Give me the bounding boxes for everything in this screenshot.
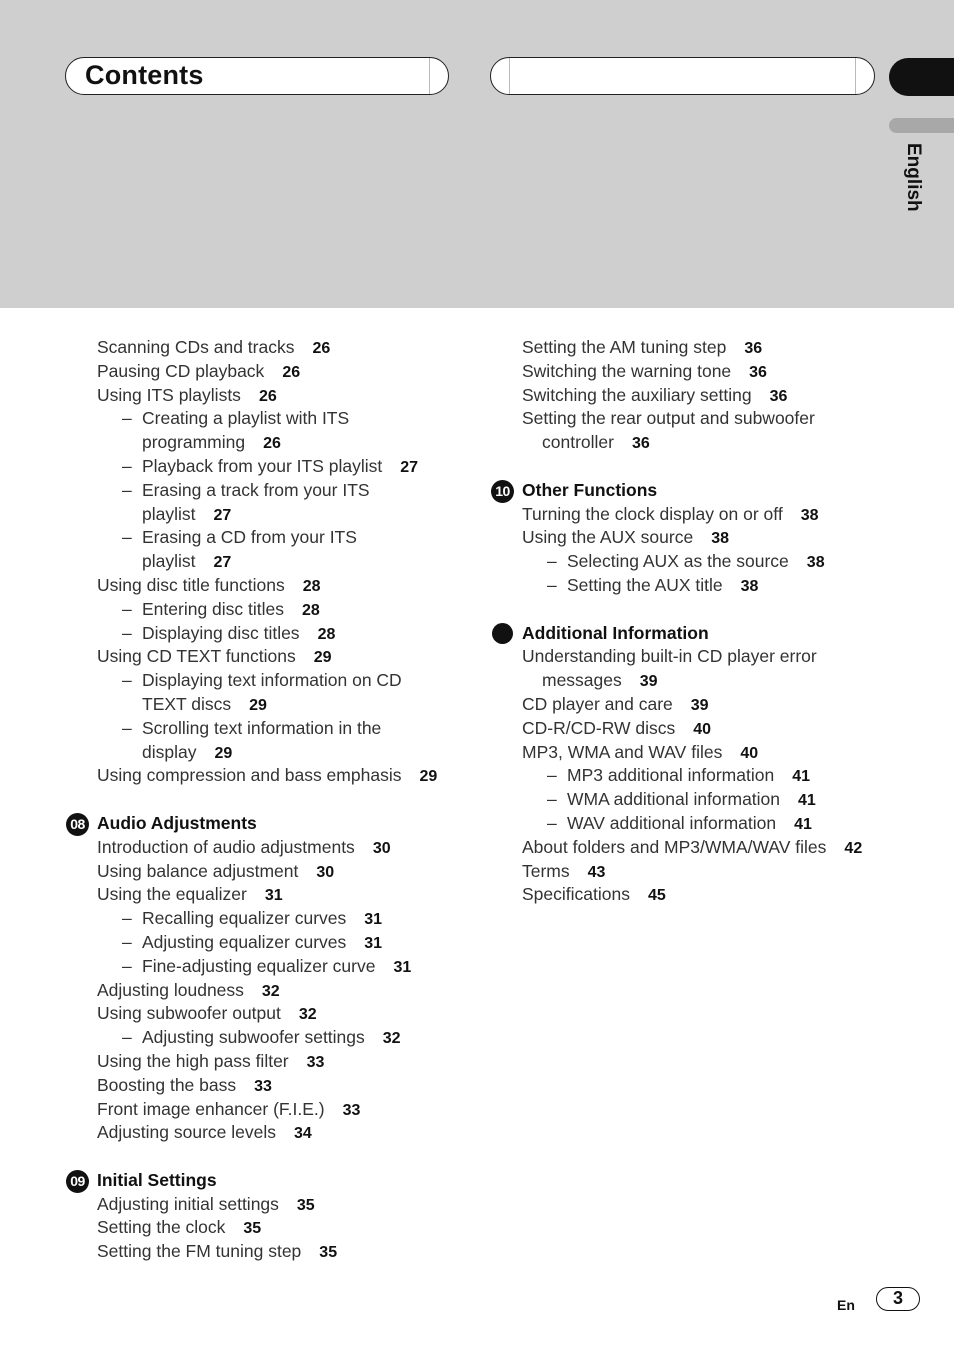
toc-page-number: 33 bbox=[342, 1101, 361, 1119]
toc-entry[interactable] bbox=[66, 955, 466, 979]
toc-entry-title: MP3, WMA and WAV files bbox=[522, 741, 723, 762]
toc-entry-title: WAV additional information bbox=[567, 812, 777, 833]
list-dash-icon: – bbox=[122, 455, 132, 476]
toc-page-number: 27 bbox=[213, 554, 232, 572]
toc-page-number: 35 bbox=[243, 1220, 262, 1238]
toc-entry-title: Adjusting initial settings bbox=[97, 1193, 279, 1214]
toc-entry[interactable] bbox=[66, 1098, 466, 1122]
toc-entry[interactable] bbox=[491, 788, 891, 812]
toc-entry-title: MP3 additional information bbox=[567, 765, 775, 786]
toc-entry-title: Adjusting subwoofer settings bbox=[142, 1027, 365, 1048]
toc-entry-title: Terms bbox=[522, 860, 570, 881]
language-side-tab bbox=[898, 143, 928, 223]
toc-page-number: 41 bbox=[794, 815, 812, 833]
header-empty-box bbox=[490, 57, 875, 95]
toc-entry-title: Using disc title functions bbox=[97, 574, 285, 595]
toc-entry[interactable] bbox=[491, 503, 891, 527]
toc-entry-title: playlist bbox=[142, 551, 196, 572]
toc-entry-title: display bbox=[142, 741, 197, 762]
toc-entry-title: WMA additional information bbox=[567, 789, 781, 810]
toc-entry-title: Understanding built-in CD player error bbox=[522, 646, 817, 667]
toc-entry[interactable] bbox=[66, 645, 466, 669]
toc-entry[interactable] bbox=[491, 574, 891, 598]
toc-page-number: 28 bbox=[302, 601, 320, 619]
toc-page-number: 32 bbox=[261, 982, 280, 1000]
toc-page-number: 30 bbox=[316, 863, 335, 881]
box-divider-left bbox=[509, 58, 510, 94]
toc-entry[interactable] bbox=[491, 645, 891, 669]
toc-entry-continuation[interactable] bbox=[66, 431, 466, 455]
section-tab-gray bbox=[889, 118, 954, 133]
toc-page-number: 29 bbox=[313, 649, 332, 667]
page-title: Contents bbox=[85, 60, 204, 90]
toc-entry[interactable] bbox=[66, 1216, 466, 1240]
toc-entry-title: controller bbox=[542, 432, 614, 453]
footer-language: En bbox=[837, 1297, 855, 1313]
toc-entry[interactable] bbox=[491, 812, 891, 836]
toc-entry-continuation[interactable] bbox=[66, 741, 466, 765]
toc-entry[interactable] bbox=[491, 693, 891, 717]
toc-page-number: 29 bbox=[249, 696, 267, 714]
toc-entry-title: messages bbox=[542, 670, 622, 691]
toc-entry-title: Boosting the bass bbox=[97, 1074, 237, 1095]
toc-page-number: 39 bbox=[690, 696, 709, 714]
toc-page-number: 26 bbox=[258, 387, 277, 405]
toc-entry-title: programming bbox=[142, 432, 246, 453]
page-number: 3 bbox=[892, 1288, 903, 1308]
toc-page-number: 41 bbox=[792, 768, 810, 786]
toc-page-number: 31 bbox=[364, 911, 383, 929]
list-dash-icon: – bbox=[122, 598, 132, 619]
toc-entry[interactable] bbox=[491, 336, 891, 360]
toc-entry[interactable] bbox=[66, 1121, 466, 1145]
toc-entry[interactable] bbox=[491, 883, 891, 907]
list-dash-icon: – bbox=[122, 622, 132, 643]
toc-entry[interactable] bbox=[491, 526, 891, 550]
toc-spacer bbox=[491, 598, 891, 622]
page-number-badge bbox=[876, 1287, 920, 1311]
list-dash-icon: – bbox=[122, 1027, 132, 1048]
toc-entry[interactable] bbox=[491, 550, 891, 574]
toc-right-column bbox=[491, 336, 891, 907]
toc-page-number: 41 bbox=[798, 792, 816, 810]
toc-section-heading[interactable] bbox=[491, 479, 891, 503]
toc-entry[interactable] bbox=[491, 764, 891, 788]
toc-page-number: 43 bbox=[587, 863, 606, 881]
toc-page-number: 40 bbox=[740, 744, 759, 762]
toc-page-number: 30 bbox=[372, 839, 391, 857]
toc-page-number: 28 bbox=[302, 577, 321, 595]
section-title: Additional Information bbox=[522, 622, 709, 643]
list-dash-icon: – bbox=[547, 789, 557, 810]
toc-entry-title: Introduction of audio adjustments bbox=[97, 836, 355, 857]
toc-page-number: 33 bbox=[254, 1077, 272, 1095]
list-dash-icon: – bbox=[122, 931, 132, 952]
toc-section-heading[interactable] bbox=[491, 622, 891, 646]
toc-entry[interactable] bbox=[66, 360, 466, 384]
toc-page-number: 32 bbox=[298, 1006, 317, 1024]
box-divider-right bbox=[855, 58, 856, 94]
toc-entry-title: Entering disc titles bbox=[142, 598, 285, 619]
toc-entry-title: Adjusting source levels bbox=[97, 1122, 276, 1143]
toc-entry-title: Erasing a track from your ITS bbox=[142, 479, 370, 500]
toc-entry-title: Using CD TEXT functions bbox=[97, 646, 296, 667]
toc-entry-title: Recalling equalizer curves bbox=[142, 908, 347, 929]
toc-section-heading[interactable] bbox=[66, 812, 466, 836]
toc-page-number: 29 bbox=[419, 768, 438, 786]
toc-entry[interactable] bbox=[66, 526, 466, 550]
toc-entry[interactable] bbox=[66, 384, 466, 408]
toc-page-number: 36 bbox=[744, 340, 763, 357]
list-dash-icon: – bbox=[122, 717, 132, 738]
toc-entry[interactable] bbox=[66, 860, 466, 884]
toc-entry[interactable] bbox=[66, 979, 466, 1003]
toc-page-number: 27 bbox=[213, 506, 232, 524]
section-title: Initial Settings bbox=[97, 1169, 217, 1190]
toc-page-number: 38 bbox=[740, 577, 759, 595]
toc-page-number: 34 bbox=[293, 1125, 312, 1143]
toc-entry[interactable] bbox=[66, 836, 466, 860]
toc-entry[interactable] bbox=[66, 764, 466, 788]
section-title: Audio Adjustments bbox=[97, 812, 257, 833]
toc-entry[interactable] bbox=[66, 1074, 466, 1098]
language-label: English bbox=[903, 143, 924, 212]
toc-page-number: 27 bbox=[400, 458, 419, 476]
toc-entry[interactable] bbox=[66, 455, 466, 479]
toc-entry-title: Adjusting equalizer curves bbox=[142, 931, 347, 952]
toc-entry-title: About folders and MP3/WMA/WAV files bbox=[522, 836, 827, 857]
toc-entry-title: Specifications bbox=[522, 884, 630, 905]
toc-page-number: 45 bbox=[647, 887, 666, 905]
toc-entry-title: Pausing CD playback bbox=[97, 360, 265, 381]
toc-entry[interactable] bbox=[66, 407, 466, 431]
toc-entry-title: TEXT discs bbox=[142, 693, 232, 714]
toc-entry-title: Scanning CDs and tracks bbox=[97, 337, 295, 357]
toc-entry[interactable] bbox=[491, 860, 891, 884]
toc-entry-title: Using the high pass filter bbox=[97, 1050, 289, 1071]
toc-entry-continuation[interactable] bbox=[66, 550, 466, 574]
toc-entry-continuation[interactable] bbox=[66, 693, 466, 717]
toc-entry[interactable] bbox=[66, 479, 466, 503]
title-box bbox=[65, 57, 449, 95]
list-dash-icon: – bbox=[122, 408, 132, 429]
toc-page-number: 35 bbox=[319, 1244, 338, 1262]
toc-entry-title: Using subwoofer output bbox=[97, 1003, 281, 1024]
chapter-number-badge bbox=[492, 623, 513, 644]
toc-page-number: 29 bbox=[214, 744, 233, 762]
toc-page-number: 36 bbox=[769, 387, 788, 405]
toc-entry-title: Displaying text information on CD bbox=[142, 670, 402, 691]
toc-entry[interactable] bbox=[66, 907, 466, 931]
toc-entry-title: Fine-adjusting equalizer curve bbox=[142, 955, 376, 976]
toc-entry[interactable] bbox=[491, 741, 891, 765]
toc-entry-title: Using the equalizer bbox=[97, 884, 247, 905]
toc-entry[interactable] bbox=[66, 1193, 466, 1217]
toc-entry-title: Using balance adjustment bbox=[97, 860, 299, 881]
toc-entry[interactable] bbox=[66, 1002, 466, 1026]
toc-entry-title: Setting the AUX title bbox=[567, 574, 723, 595]
toc-entry[interactable] bbox=[66, 574, 466, 598]
toc-page-number: 31 bbox=[364, 934, 383, 952]
toc-entry[interactable] bbox=[66, 622, 466, 646]
toc-entry[interactable] bbox=[491, 717, 891, 741]
toc-entry-title: CD-R/CD-RW discs bbox=[522, 717, 676, 738]
toc-entry-title: Creating a playlist with ITS bbox=[142, 408, 350, 429]
list-dash-icon: – bbox=[547, 765, 557, 786]
toc-entry-title: CD player and care bbox=[522, 693, 673, 714]
toc-page-number: 38 bbox=[800, 506, 819, 524]
toc-entry[interactable] bbox=[66, 669, 466, 693]
list-dash-icon: – bbox=[122, 527, 132, 548]
toc-page-number: 33 bbox=[306, 1053, 325, 1071]
toc-entry-title: Setting the FM tuning step bbox=[97, 1241, 302, 1262]
toc-page-number: 36 bbox=[749, 363, 767, 381]
toc-page-number: 40 bbox=[693, 720, 712, 738]
toc-left-column bbox=[66, 336, 466, 1264]
toc-entry[interactable] bbox=[66, 336, 466, 360]
toc-section-heading[interactable] bbox=[66, 1169, 466, 1193]
toc-entry-title: Using the AUX source bbox=[522, 527, 694, 548]
toc-entry[interactable] bbox=[66, 598, 466, 622]
list-dash-icon: – bbox=[122, 479, 132, 500]
toc-entry-continuation[interactable] bbox=[491, 431, 891, 455]
toc-entry[interactable] bbox=[491, 407, 891, 431]
chapter-number-badge: 09 bbox=[66, 1170, 89, 1193]
section-tab-black bbox=[889, 58, 954, 96]
toc-entry-title: Using ITS playlists bbox=[97, 384, 241, 405]
toc-entry-title: playlist bbox=[142, 503, 196, 524]
toc-page-number: 28 bbox=[317, 625, 336, 643]
toc-page-number: 36 bbox=[631, 435, 650, 453]
toc-page-number: 26 bbox=[282, 363, 301, 381]
toc-page-number: 42 bbox=[844, 839, 863, 857]
toc-entry-title: Scrolling text information in the bbox=[142, 717, 382, 738]
toc-entry[interactable] bbox=[491, 360, 891, 384]
toc-entry-title: Playback from your ITS playlist bbox=[142, 455, 383, 476]
toc-entry-title: Turning the clock display on or off bbox=[522, 503, 783, 524]
toc-spacer bbox=[66, 788, 466, 812]
toc-spacer bbox=[66, 1145, 466, 1169]
toc-entry-title: Setting the clock bbox=[97, 1217, 226, 1238]
toc-spacer bbox=[491, 455, 891, 479]
toc-page-number: 38 bbox=[711, 530, 729, 548]
toc-entry[interactable] bbox=[491, 384, 891, 408]
toc-entry[interactable] bbox=[66, 1050, 466, 1074]
toc-entry-title: Switching the warning tone bbox=[522, 360, 732, 381]
list-dash-icon: – bbox=[547, 551, 557, 572]
toc-entry-title: Displaying disc titles bbox=[142, 622, 300, 643]
toc-page-number: 26 bbox=[312, 340, 331, 357]
toc-entry-title: Front image enhancer (F.I.E.) bbox=[97, 1098, 325, 1119]
toc-page-number: 31 bbox=[264, 887, 283, 905]
toc-page-number: 35 bbox=[296, 1196, 315, 1214]
toc-entry-title: Selecting AUX as the source bbox=[567, 551, 789, 572]
toc-entry-title: Adjusting loudness bbox=[97, 979, 244, 1000]
toc-page-number: 32 bbox=[382, 1030, 401, 1048]
toc-entry[interactable] bbox=[66, 1240, 466, 1264]
toc-page-number: 31 bbox=[393, 958, 412, 976]
toc-entry-title: Setting the AM tuning step bbox=[522, 337, 727, 357]
list-dash-icon: – bbox=[122, 955, 132, 976]
toc-entry-continuation[interactable] bbox=[66, 503, 466, 527]
list-dash-icon: – bbox=[122, 908, 132, 929]
toc-entry-title: Switching the auxiliary setting bbox=[522, 384, 752, 405]
toc-entry[interactable] bbox=[66, 717, 466, 741]
toc-entry-title: Setting the rear output and subwoofer bbox=[522, 408, 815, 429]
toc-page-number: 39 bbox=[639, 673, 658, 691]
chapter-number-badge: 08 bbox=[66, 813, 89, 836]
chapter-number-badge: 10 bbox=[491, 480, 514, 503]
toc-entry[interactable] bbox=[66, 883, 466, 907]
list-dash-icon: – bbox=[547, 812, 557, 833]
toc-page-number: 38 bbox=[806, 554, 825, 572]
header-band bbox=[0, 0, 954, 308]
toc-page-number: 26 bbox=[263, 435, 281, 453]
list-dash-icon: – bbox=[547, 574, 557, 595]
toc-entry-title: Erasing a CD from your ITS bbox=[142, 527, 357, 548]
toc-entry[interactable] bbox=[491, 836, 891, 860]
section-title: Other Functions bbox=[522, 479, 658, 500]
title-box-divider bbox=[429, 58, 430, 94]
toc-entry-continuation[interactable] bbox=[491, 669, 891, 693]
toc-entry[interactable] bbox=[66, 1026, 466, 1050]
list-dash-icon: – bbox=[122, 670, 132, 691]
toc-entry[interactable] bbox=[66, 931, 466, 955]
toc-entry-title: Using compression and bass emphasis bbox=[97, 765, 402, 786]
